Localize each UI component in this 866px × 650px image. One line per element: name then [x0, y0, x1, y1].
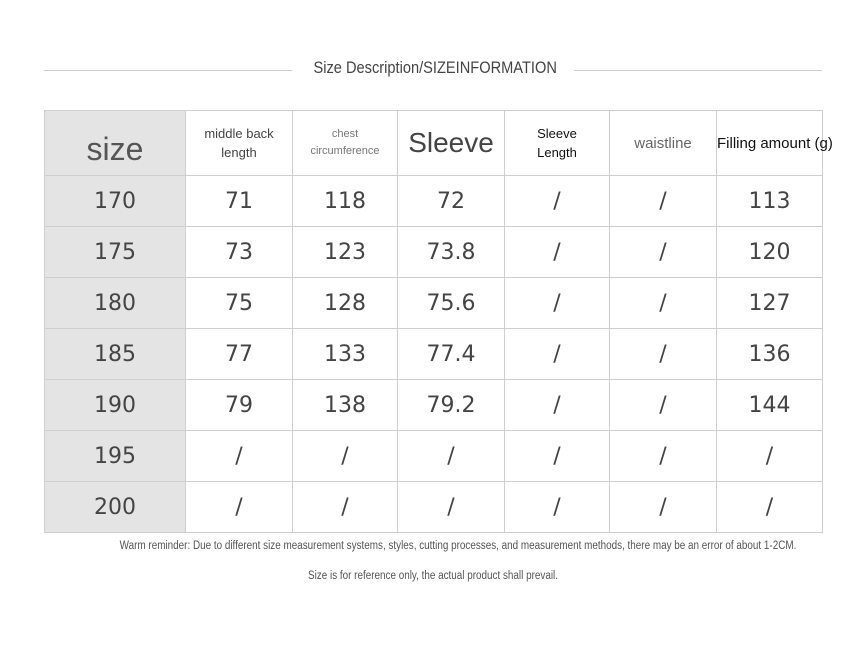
- cell-chest: 128: [293, 278, 398, 329]
- cell-size: 170: [45, 176, 186, 227]
- title-divider-right: [574, 70, 822, 71]
- cell-sleeve: 79.2: [398, 380, 505, 431]
- header-middle-back-line1: middle back: [204, 126, 274, 141]
- cell-filling: 136: [717, 329, 823, 380]
- cell-sleeve: 73.8: [398, 227, 505, 278]
- page-title: Size Description/SIZEINFORMATION: [313, 58, 557, 77]
- table-row: [45, 278, 823, 329]
- cell-filling: 127: [717, 278, 823, 329]
- cell-sleeve-length: /: [505, 176, 610, 227]
- header-chest-circumference: [293, 111, 398, 176]
- cell-sleeve-length: /: [505, 482, 610, 533]
- cell-middle-back: 73: [186, 227, 293, 278]
- cell-sleeve: 72: [398, 176, 505, 227]
- header-size: size: [45, 111, 186, 176]
- cell-sleeve: /: [398, 482, 505, 533]
- cell-chest: 138: [293, 380, 398, 431]
- cell-waistline: /: [610, 176, 717, 227]
- header-middle-back-length: [186, 111, 293, 176]
- header-waistline: waistline: [610, 111, 717, 176]
- cell-chest: 133: [293, 329, 398, 380]
- cell-chest: 123: [293, 227, 398, 278]
- cell-waistline: /: [610, 431, 717, 482]
- cell-sleeve: /: [398, 431, 505, 482]
- header-sleeve-length: [505, 111, 610, 176]
- cell-sleeve-length: /: [505, 431, 610, 482]
- table-row: [45, 329, 823, 380]
- warm-reminder-note: Warm reminder: Due to different size measurement systems, styles, cutting processes, and measurement methods, there may be an error of about 1-2CM.: [119, 540, 797, 552]
- cell-filling: 113: [717, 176, 823, 227]
- cell-filling: 120: [717, 227, 823, 278]
- cell-sleeve: 75.6: [398, 278, 505, 329]
- cell-sleeve: 77.4: [398, 329, 505, 380]
- table-row: [45, 227, 823, 278]
- cell-filling: 144: [717, 380, 823, 431]
- header-sleeve-length-line2: Length: [537, 145, 577, 160]
- header-filling-amount: Filling amount (g): [717, 111, 823, 176]
- cell-sleeve-length: /: [505, 227, 610, 278]
- cell-middle-back: /: [186, 482, 293, 533]
- cell-middle-back: 71: [186, 176, 293, 227]
- cell-middle-back: 77: [186, 329, 293, 380]
- cell-sleeve-length: /: [505, 380, 610, 431]
- reference-note: Size is for reference only, the actual product shall prevail.: [308, 570, 558, 582]
- cell-waistline: /: [610, 227, 717, 278]
- cell-size: 180: [45, 278, 186, 329]
- cell-middle-back: /: [186, 431, 293, 482]
- cell-sleeve-length: /: [505, 278, 610, 329]
- cell-filling: /: [717, 482, 823, 533]
- cell-size: 175: [45, 227, 186, 278]
- cell-waistline: /: [610, 278, 717, 329]
- cell-middle-back: 79: [186, 380, 293, 431]
- cell-chest: /: [293, 482, 398, 533]
- table-row: [45, 380, 823, 431]
- cell-size: 185: [45, 329, 186, 380]
- cell-waistline: /: [610, 482, 717, 533]
- header-chest-line1: chest: [331, 128, 359, 140]
- cell-size: 195: [45, 431, 186, 482]
- cell-waistline: /: [610, 329, 717, 380]
- cell-filling: /: [717, 431, 823, 482]
- title-divider-left: [44, 70, 292, 71]
- table-row: [45, 431, 823, 482]
- header-chest-line2: circumference: [310, 145, 380, 157]
- cell-size: 190: [45, 380, 186, 431]
- cell-waistline: /: [610, 380, 717, 431]
- cell-chest: 118: [293, 176, 398, 227]
- table-row: [45, 482, 823, 533]
- header-sleeve-length-line1: Sleeve: [537, 126, 577, 141]
- size-table: [44, 110, 833, 533]
- cell-size: 200: [45, 482, 186, 533]
- table-row: [45, 176, 823, 227]
- table-header-row: [45, 111, 823, 176]
- cell-middle-back: 75: [186, 278, 293, 329]
- cell-chest: /: [293, 431, 398, 482]
- header-sleeve: Sleeve: [398, 111, 505, 176]
- title-row: [44, 58, 822, 84]
- cell-sleeve-length: /: [505, 329, 610, 380]
- header-middle-back-line2: length: [221, 145, 257, 160]
